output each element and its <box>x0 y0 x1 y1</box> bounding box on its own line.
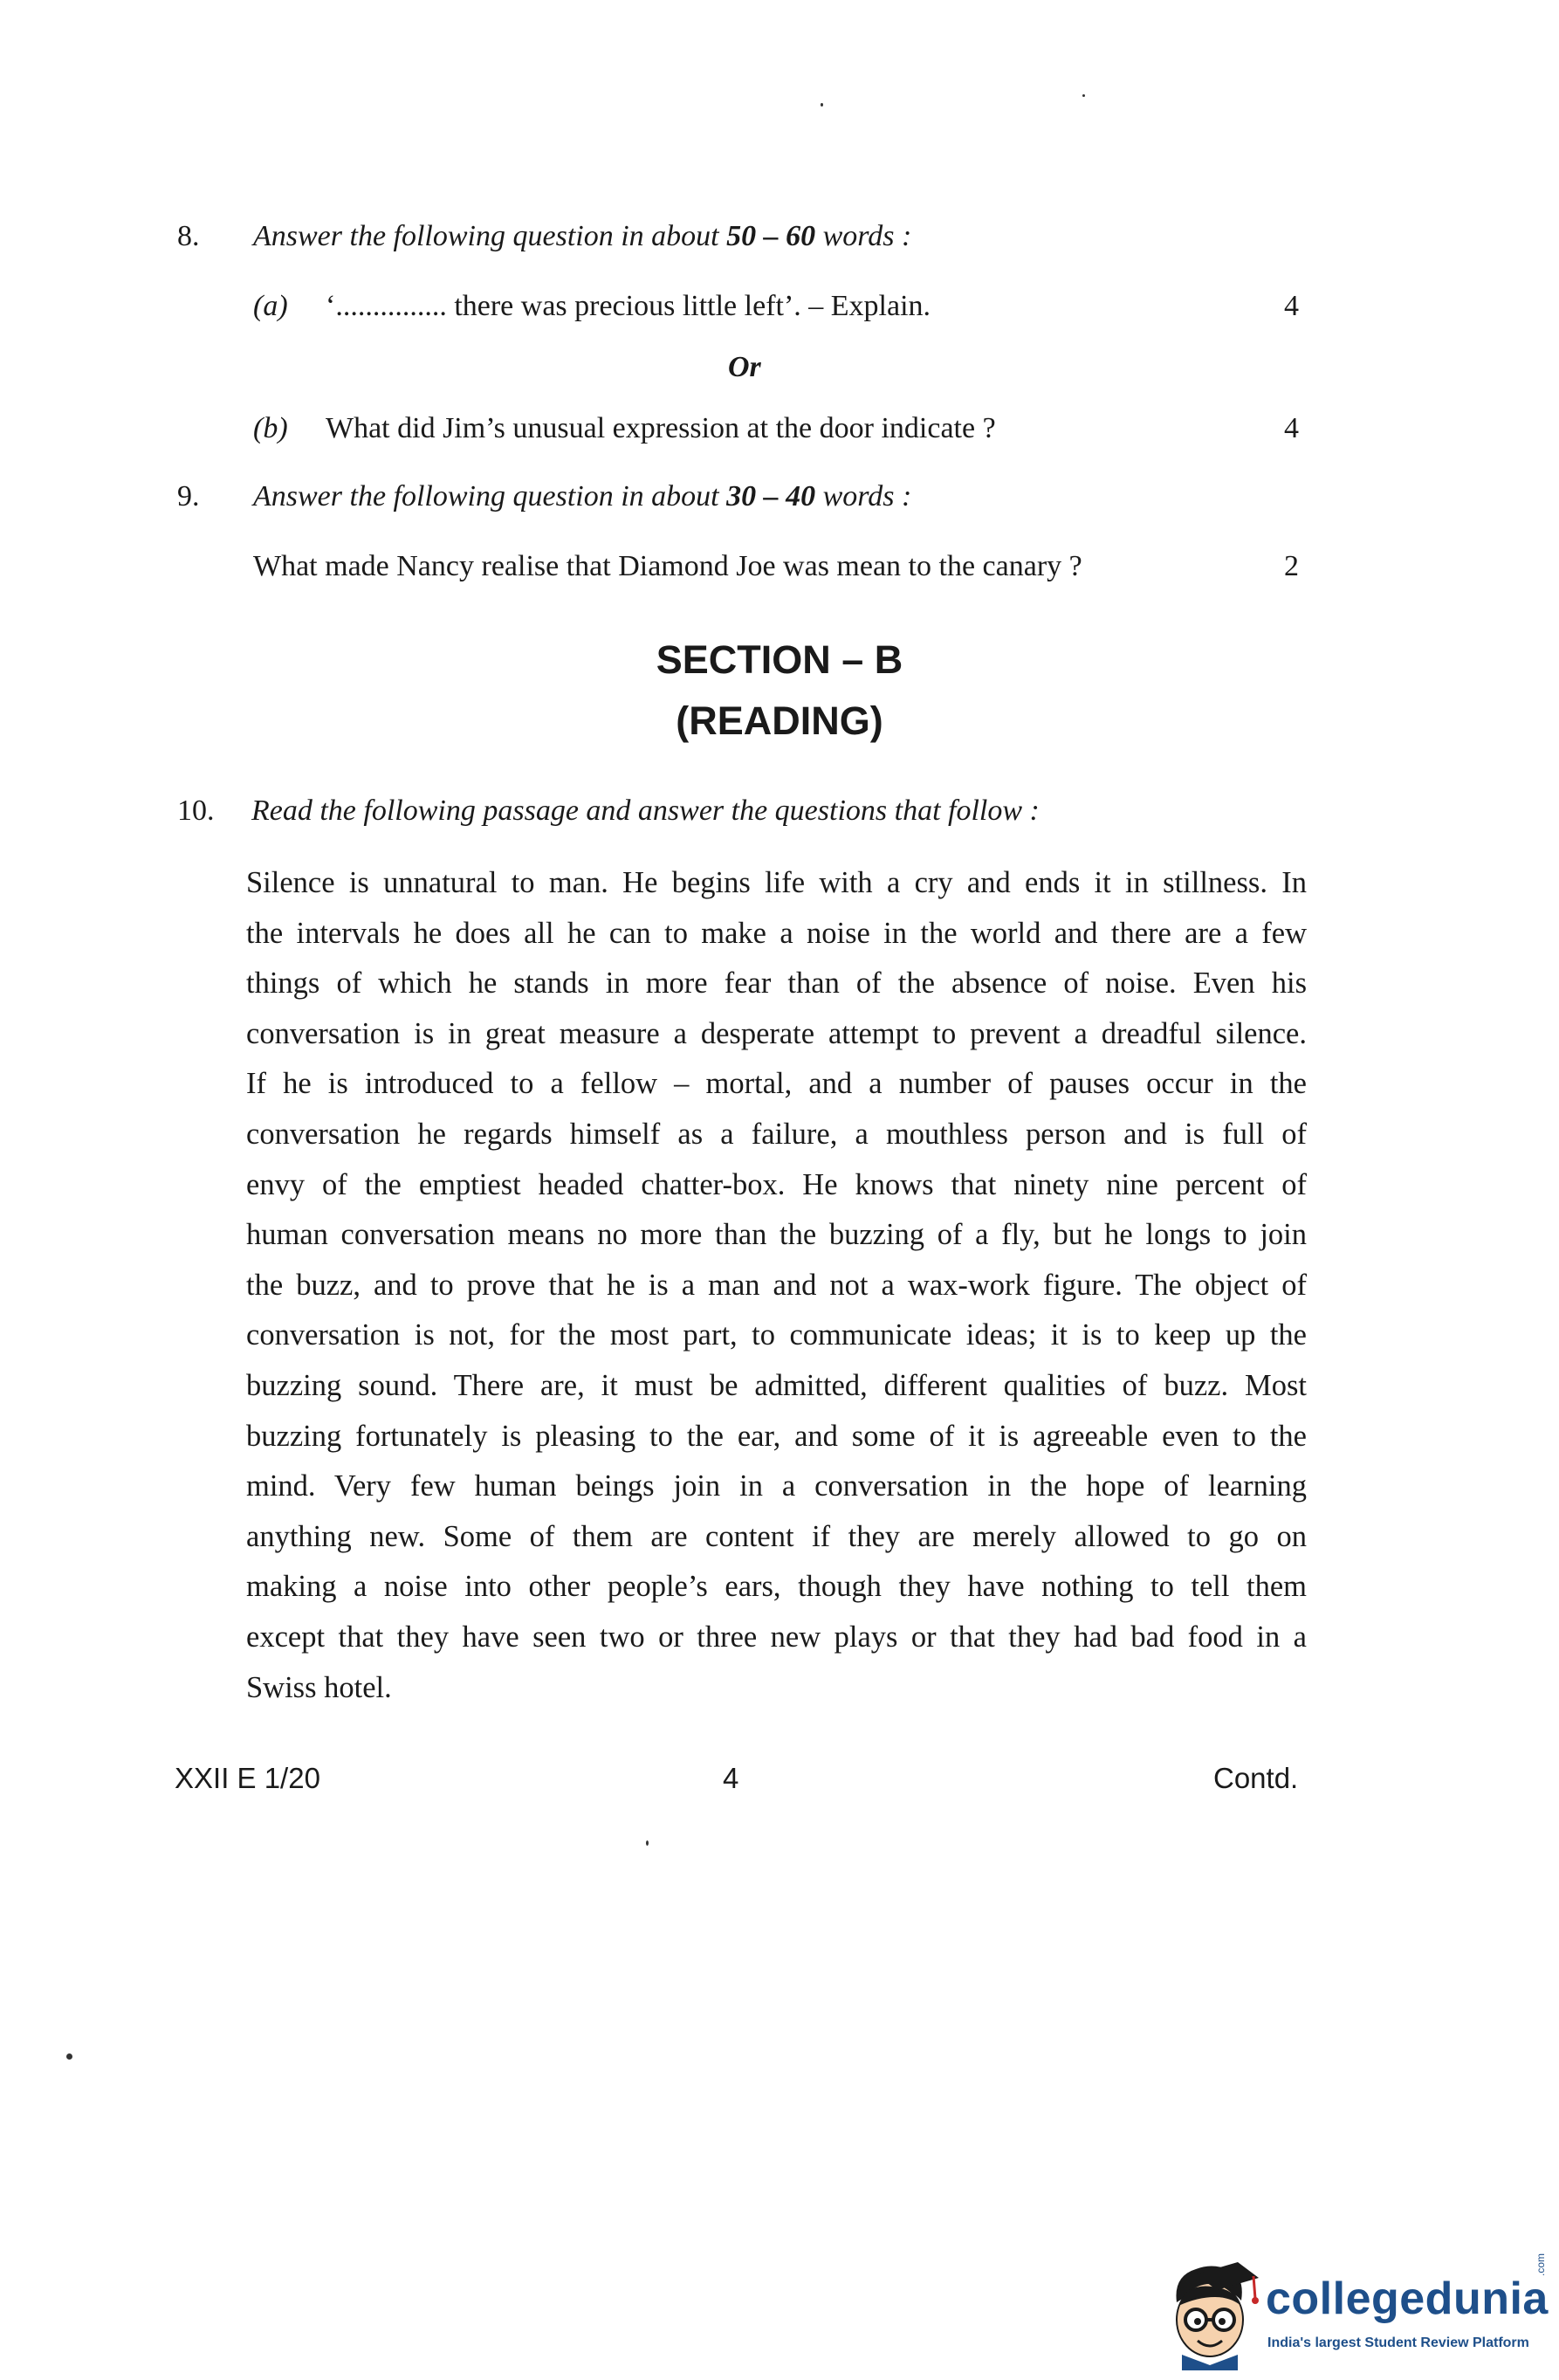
passage-line: Swiss hotel. <box>246 1670 392 1704</box>
passage-line: making a noise into other people’s ears, though they have nothing to tell them <box>246 1570 1307 1604</box>
logo-wordmark: collegedunia <box>1266 2273 1549 2324</box>
passage-line: buzzing sound. There are, it must be admitted, different qualities of buzz. Most <box>246 1368 1307 1402</box>
question-9-text: What made Nancy realise that Diamond Joe was mean to the canary ? <box>253 550 1082 582</box>
passage-line: conversation is in great measure a desperate attempt to prevent a dreadful silence. <box>246 1016 1307 1050</box>
question-9-marks: 2 <box>1284 550 1299 582</box>
question-8b-label: (b) <box>253 412 288 444</box>
question-9-instruction <box>253 480 911 513</box>
passage-line: mind. Very few human beings join in a conversation in the hope of learning <box>246 1469 1307 1503</box>
reading-passage <box>246 858 1307 1713</box>
question-8a-label: (a) <box>253 290 288 322</box>
passage-line: envy of the emptiest headed chatter-box. He knows that ninety nine percent of <box>246 1167 1307 1201</box>
question-8b-text: What did Jim’s unusual expression at the door indicate ? <box>326 412 996 444</box>
passage-line: conversation is not, for the most part, to communicate ideas; it is to keep up the <box>246 1318 1307 1352</box>
passage-line: conversation he regards himself as a failure, a mouthless person and is full of <box>246 1117 1307 1151</box>
passage-line: Silence is unnatural to man. He begins life with a cry and ends it in stillness. In <box>246 866 1307 899</box>
question-8-instruction-pre: Answer the following question in about <box>253 220 727 252</box>
scan-speck <box>66 2053 72 2060</box>
question-10-instruction: Read the following passage and answer the questions that follow : <box>251 794 1040 827</box>
question-8-instruction <box>253 220 911 253</box>
question-8a-text: ‘............... there was precious little left’. – Explain. <box>326 290 931 322</box>
passage-line: except that they have seen two or three new plays or that they had bad food in a <box>246 1620 1307 1654</box>
passage-line: things of which he stands in more fear than of the absence of noise. Even his <box>246 966 1307 1001</box>
section-title: SECTION – B <box>656 637 903 682</box>
footer-paper-code: XXII E 1/20 <box>175 1762 320 1794</box>
question-10-number: 10. <box>177 794 215 827</box>
student-mascot-icon <box>1161 2257 1264 2370</box>
collegedunia-logo <box>1161 2253 1554 2370</box>
scan-speck <box>1082 94 1085 97</box>
question-9-number: 9. <box>177 480 200 512</box>
question-9-instruction-pre: Answer the following question in about <box>253 480 727 512</box>
question-9-instruction-post: words : <box>815 480 912 512</box>
question-8b-marks: 4 <box>1284 412 1299 444</box>
question-8-number: 8. <box>177 220 200 252</box>
question-8a-marks: 4 <box>1284 290 1299 322</box>
footer-page-number: 4 <box>723 1762 739 1794</box>
passage-line: If he is introduced to a fellow – mortal, and a number of pauses occur in the <box>246 1067 1307 1101</box>
logo-tagline: India's largest Student Review Platform <box>1267 2335 1529 2350</box>
section-subtitle: (READING) <box>676 698 883 743</box>
passage-line: anything new. Some of them are content if they are merely allowed to go on <box>246 1519 1307 1553</box>
passage-line: buzzing fortunately is pleasing to the ear, and some of it is agreeable even to the <box>246 1419 1307 1453</box>
question-9-word-range: 30 – 40 <box>726 480 816 512</box>
question-8-instruction-post: words : <box>815 220 912 252</box>
logo-suffix: .com <box>1535 2253 1547 2276</box>
passage-line: the buzz, and to prove that he is a man and not a wax-work figure. The object of <box>246 1268 1307 1302</box>
or-separator: Or <box>728 351 761 383</box>
footer-contd: Contd. <box>1213 1762 1299 1794</box>
question-8-word-range: 50 – 60 <box>726 220 816 252</box>
scan-speck <box>646 1840 649 1846</box>
passage-line: human conversation means no more than the buzzing of a fly, but he longs to join <box>246 1218 1307 1252</box>
passage-line: the intervals he does all he can to make a noise in the world and there are a few <box>246 916 1307 950</box>
scan-speck <box>821 103 823 107</box>
